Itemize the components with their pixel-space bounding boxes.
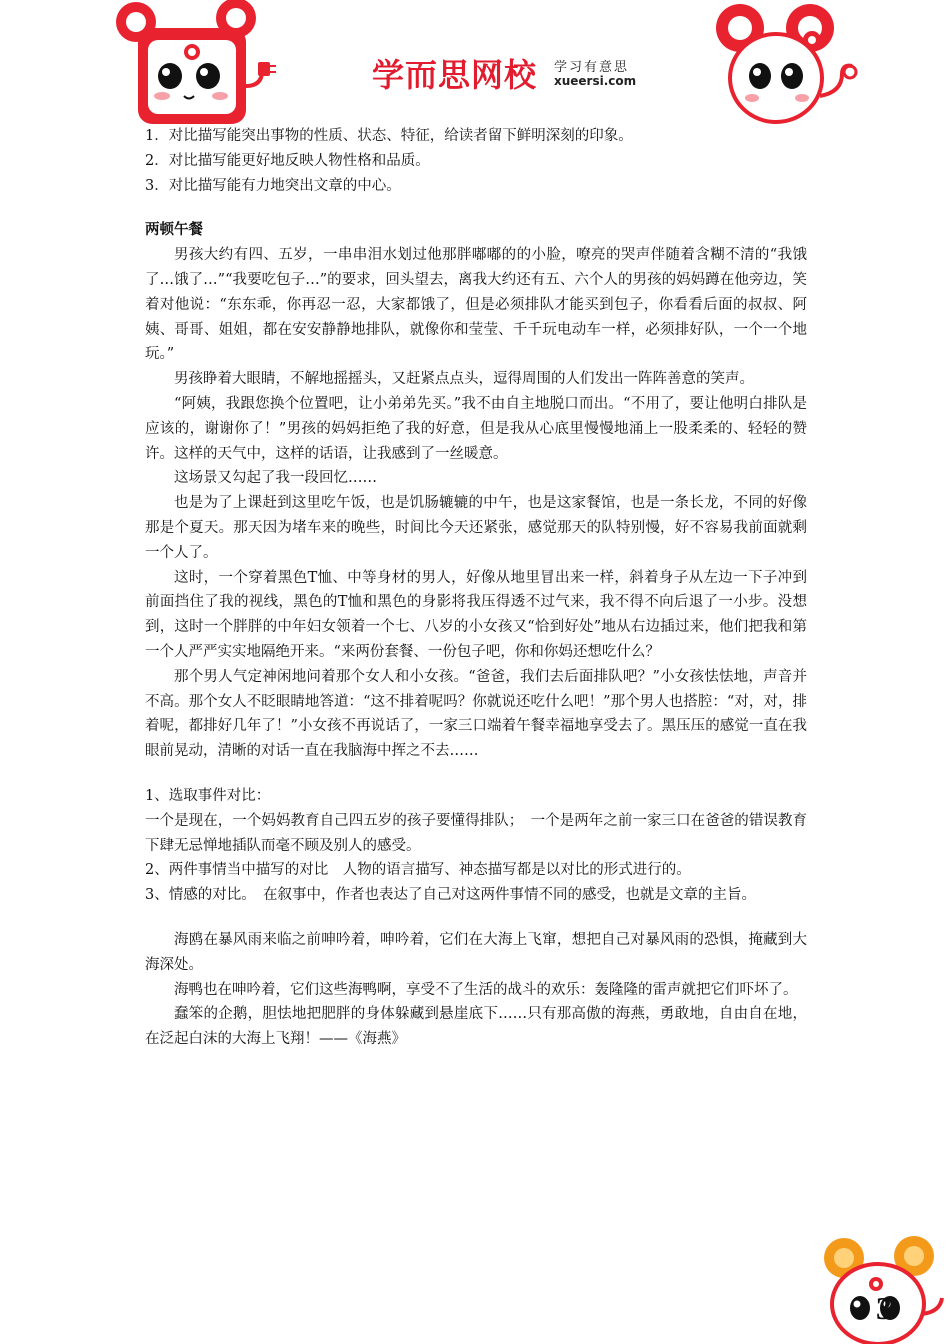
corner-hamster-mascot-icon [818, 1234, 950, 1344]
excerpt-paragraph: 海鸥在暴风雨来临之前呻吟着，呻吟着，它们在大海上飞窜，想把自己对暴风雨的恐惧，掩藏到大海深处。 [145, 931, 807, 973]
intro-point: 1．对比描写能突出事物的性质、状态、特征，给读者留下鲜明深刻的印象。 [145, 128, 633, 144]
analysis-item: 一个是现在，一个妈妈教育自己四五岁的孩子要懂得排队； 一个是两年之前一家三口在爸爸的错误教育下肆无忌惮地插队而毫不顾及别人的感受。 [145, 812, 807, 854]
story-paragraph: 男孩大约有四、五岁，一串串泪水划过他那胖嘟嘟的的小脸，嘹亮的哭声伴随着含糊不清的“我饿了…饿了…”“我要吃包子…”的要求，回头望去，离我大约还有五、六个人的男孩的妈妈蹲在他旁边，笑着对他说：“东东乖，你再忍一忍，大家都饿了，但是必须排队才能买到包子，你看看后面的叔叔、阿姨、哥哥、姐姐，都在安安静静地排队，就像你和莹莹、千千玩电动车一样，必须排好队，一个一个地玩。” [145, 247, 807, 363]
hamster-mascot-icon [108, 0, 278, 130]
page-header [0, 0, 950, 125]
brand-url: xueersi.com [554, 74, 637, 88]
analysis-item: 2、两件事情当中描写的对比 人物的语言描写、神态描写都是以对比的形式进行的。 [145, 862, 691, 879]
brand-slogan: 学习有意思 [554, 60, 630, 75]
story-paragraph: 也是为了上课赶到这里吃午饭，也是饥肠辘辘的中午，也是这家餐馆，也是一条长龙，不同的好像那是个夏天。那天因为堵车来的晚些，时间比今天还紧张，感觉那天的队特别慢，好不容易我前面就剩一个人了。 [145, 495, 807, 561]
petrel-excerpt [145, 928, 807, 1052]
intro-point: 2．对比描写能更好地反映人物性格和品质。 [145, 152, 430, 169]
analysis-item: 3、情感的对比。 在叙事中，作者也表达了自己对这两件事情不同的感受，也就是文章的主旨。 [145, 887, 756, 904]
story-paragraph: 这场景又勾起了我一段回忆…… [174, 470, 377, 487]
brand-name: 学而思网校 [372, 56, 538, 94]
excerpt-paragraph: 蠢笨的企鹅，胆怯地把肥胖的身体躲藏到悬崖底下……只有那高傲的海燕，勇敢地，自由自在地，在泛起白沫的大海上飞翔！——《海燕》 [145, 1006, 807, 1048]
excerpt-paragraph: 海鸭也在呻吟着，它们这些海鸭啊，享受不了生活的战斗的欢乐：轰隆隆的雷声就把它们吓坏了。 [174, 981, 798, 998]
intro-point: 3．对比描写能有力地突出文章的中心。 [145, 177, 401, 194]
document-body [145, 124, 807, 1052]
story-paragraph: 这时，一个穿着黑色T恤、中等身材的男人，好像从地里冒出来一样，斜着身子从左边一下子冲到前面挡住了我的视线，黑色的T恤和黑色的身影将我压得透不过气来，我不得不向后退了一小步。没想到，这时一个胖胖的中年妇女领着一个七、八岁的小女孩又“恰到好处”地从右边插过来，他们把我和第一个人严严实实地隔绝开来。“来两份套餐、一份包子吧，你和你妈还想吃什么？ [145, 569, 807, 660]
story-paragraph: 那个男人气定神闲地问着那个女人和小女孩。“爸爸，我们去后面排队吧？”小女孩怯怯地，声音并不高。那个女人不眨眼睛地答道：“这不排着呢吗？你就说还吃什么吧！”那个男人也搭腔：“对，对，排着呢，都排好几年了！”小女孩不再说话了，一家三口端着午餐幸福地享受去了。黑压压的感觉一直在我眼前晃动，清晰的对话一直在我脑海中挥之不去…… [145, 668, 807, 760]
analysis-item: 1、选取事件对比： [145, 787, 271, 804]
story-paragraph: 男孩睁着大眼睛，不解地摇摇头，又赶紧点点头，逗得周围的人们发出一阵阵善意的笑声。 [174, 371, 754, 388]
round-hamster-mascot-icon [712, 0, 862, 130]
intro-points [145, 124, 807, 198]
page-number: 3 [876, 1290, 892, 1326]
story-section [145, 218, 807, 764]
story-title: 两顿午餐 [145, 222, 203, 239]
analysis-section [145, 784, 807, 908]
story-paragraph: “阿姨，我跟您换个位置吧，让小弟弟先买。”我不由自主地脱口而出。“不用了，要让他明白排队是应该的，谢谢你了！”男孩的妈妈拒绝了我的好意，但是我从心底里慢慢地涌上一股柔柔的、轻轻的赞许。这样的天气中，这样的话语，让我感到了一丝暖意。 [145, 395, 807, 462]
